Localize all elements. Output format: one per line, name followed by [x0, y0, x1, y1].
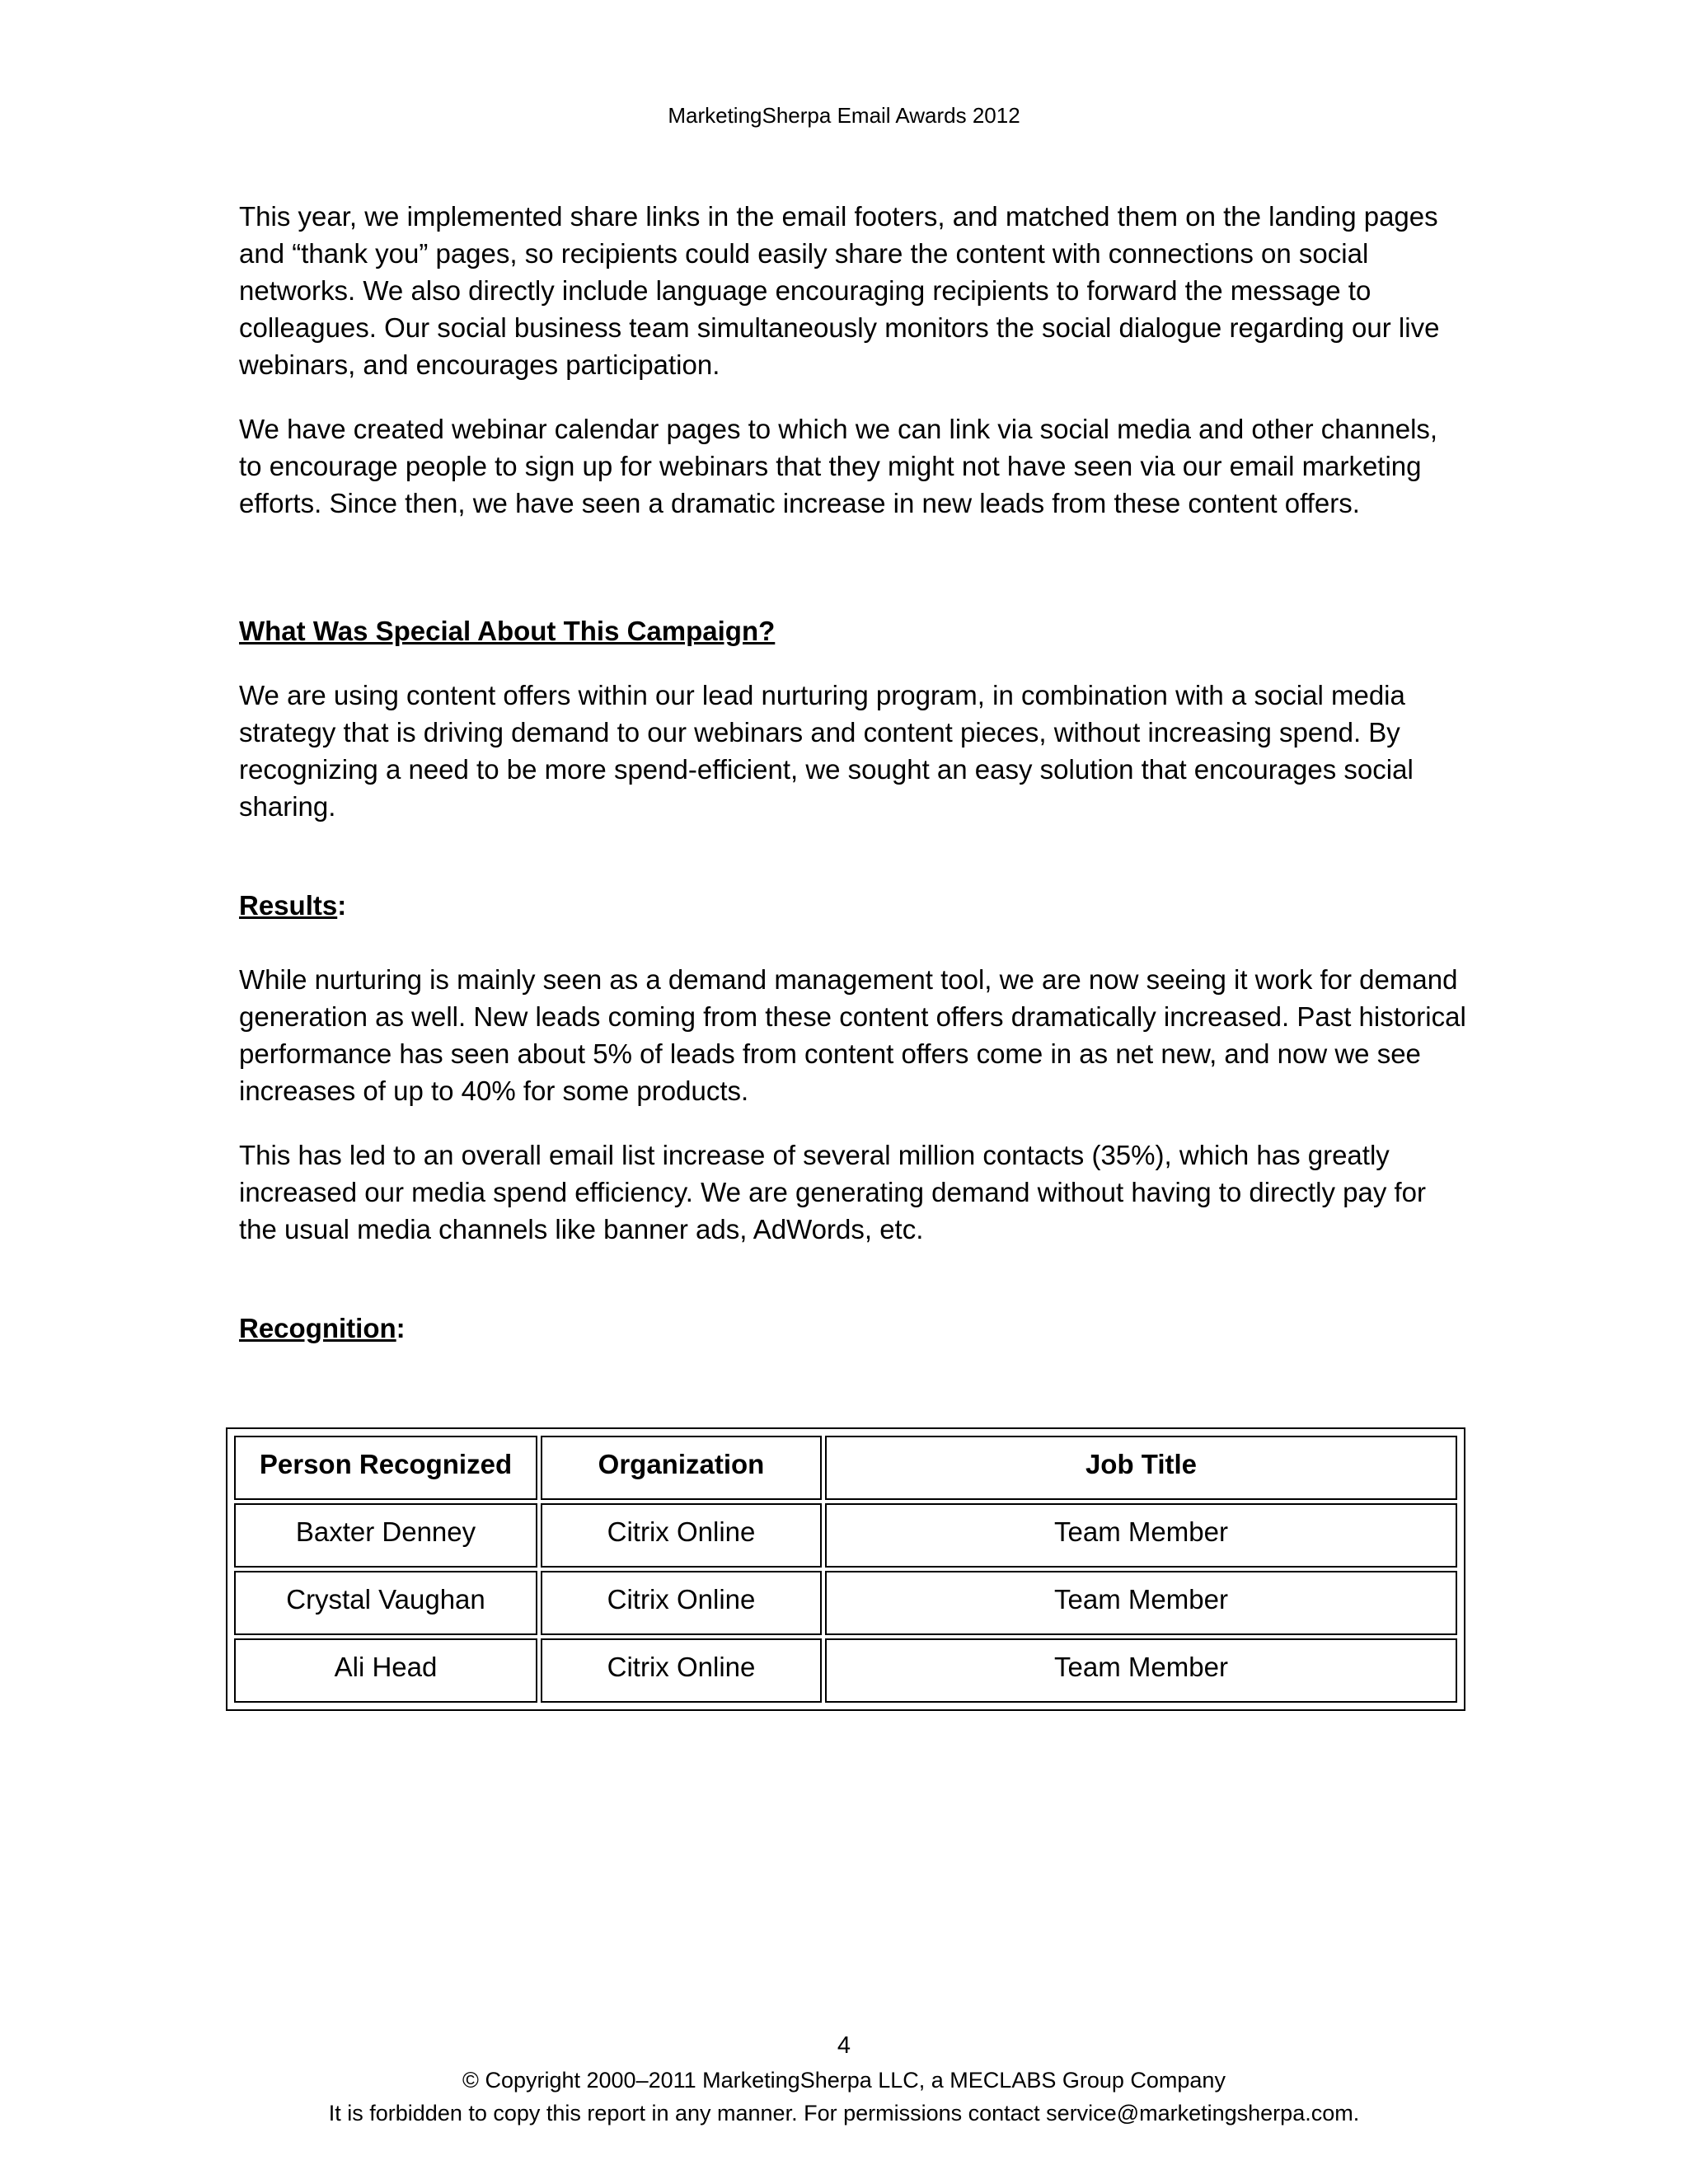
recognition-heading-colon: :: [396, 1313, 406, 1343]
page-number: 4: [837, 2032, 851, 2059]
table-header-row: [234, 1436, 1457, 1500]
results-paragraph-2: This has led to an overall email list increase of several million contacts (35%), which has greatly increased our media spend efficiency. We are generating demand without having to directly pay for the usual media channels like banner ads, AdWords, etc.: [239, 1140, 1426, 1244]
table-row: [234, 1638, 1457, 1703]
table-row: [234, 1503, 1457, 1568]
special-heading: [239, 612, 1467, 649]
special-heading-text: What Was Special About This Campaign?: [239, 616, 776, 646]
header-job-title: Job Title: [825, 1436, 1457, 1500]
special-paragraph: We are using content offers within our lead nurturing program, in combination with a social media strategy that is driving demand to our webinars and content pieces, without increasing spend. By recognizing a need to be more spend-efficient, we sought an easy solution that encourages social sharing.: [239, 680, 1414, 822]
intro-paragraph-1: This year, we implemented share links in the email footers, and matched them on the landing pages and “thank you” pages, so recipients could easily share the content with connections on social networks. We also directly include language encouraging recipients to forward the message to colleagues. Our social business team simultaneously monitors the social dialogue regarding our live webinars, and encourages participation.: [239, 201, 1440, 380]
recognition-table: [231, 1432, 1461, 1706]
recognition-heading-text: Recognition: [239, 1313, 396, 1343]
results-heading-colon: :: [337, 890, 347, 921]
recognition-heading: [239, 1310, 1467, 1347]
recognition-table-frame: [226, 1427, 1465, 1711]
header-person-recognized: Person Recognized: [234, 1436, 537, 1500]
cell-job-title: Team Member: [825, 1503, 1457, 1568]
main-content: [239, 198, 1467, 1347]
table-row: [234, 1571, 1457, 1635]
footer-notice: It is forbidden to copy this report in any manner. For permissions contact service@marketingsherpa.com.: [328, 2101, 1360, 2125]
results-paragraph-1: While nurturing is mainly seen as a demand management tool, we are now seeing it work for demand generation as well. New leads coming from these content offers dramatically increased. Past historical performance has seen about 5% of leads from content offers come in as net new, and now we see increases of up to 40% for some products.: [239, 964, 1466, 1106]
header-organization: Organization: [541, 1436, 822, 1500]
cell-organization: Citrix Online: [541, 1571, 822, 1635]
cell-job-title: Team Member: [825, 1638, 1457, 1703]
cell-person: Baxter Denney: [234, 1503, 537, 1568]
cell-organization: Citrix Online: [541, 1503, 822, 1568]
cell-person: Ali Head: [234, 1638, 537, 1703]
intro-paragraph-2: We have created webinar calendar pages to which we can link via social media and other channels, to encourage people to sign up for webinars that they might not have seen via our email marketing efforts. Since then, we have seen a dramatic increase in new leads from these content offers.: [239, 414, 1438, 518]
footer-copyright: © Copyright 2000–2011 MarketingSherpa LLC, a MECLABS Group Company: [462, 2068, 1226, 2093]
page-header: MarketingSherpa Email Awards 2012: [668, 103, 1020, 128]
cell-organization: Citrix Online: [541, 1638, 822, 1703]
results-heading: [239, 887, 1467, 924]
cell-person: Crystal Vaughan: [234, 1571, 537, 1635]
cell-job-title: Team Member: [825, 1571, 1457, 1635]
results-heading-text: Results: [239, 890, 338, 921]
